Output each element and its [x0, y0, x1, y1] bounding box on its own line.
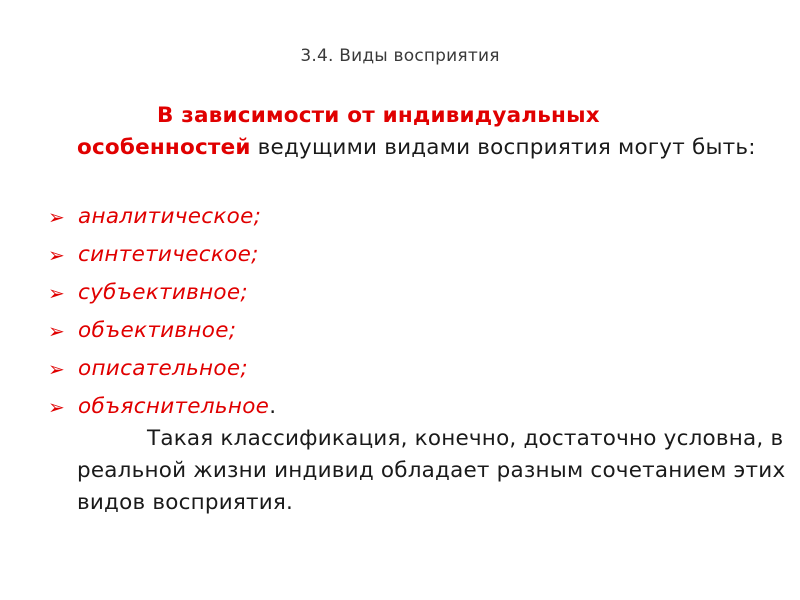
outro-paragraph	[77, 423, 787, 519]
list-item-text: синтетическое;	[78, 242, 259, 267]
outro-text: Такая классификация, конечно, достаточно условна, в реальной жизни индивид обладает разным сочетанием этих видов восприятия.	[77, 426, 786, 515]
list-item-text: субъективное;	[78, 280, 248, 305]
slide-title: 3.4. Виды восприятия	[300, 46, 500, 66]
perception-types-list	[48, 198, 276, 426]
list-item	[48, 274, 276, 312]
list-item	[48, 388, 276, 426]
list-item-text: аналитическое;	[78, 204, 262, 229]
list-item-text: объяснительное	[78, 394, 270, 419]
arrow-bullet-icon: ➢	[48, 357, 66, 381]
list-item	[48, 236, 276, 274]
list-item	[48, 312, 276, 350]
arrow-bullet-icon: ➢	[48, 243, 66, 267]
arrow-bullet-icon: ➢	[48, 319, 66, 343]
list-item-text: описательное;	[78, 356, 248, 381]
list-item-period: .	[269, 394, 277, 419]
arrow-bullet-icon: ➢	[48, 281, 66, 305]
list-item	[48, 198, 276, 236]
arrow-bullet-icon: ➢	[48, 205, 66, 229]
arrow-bullet-icon: ➢	[48, 395, 66, 419]
list-item	[48, 350, 276, 388]
list-item-text: объективное;	[78, 318, 237, 343]
intro-rest: ведущими видами восприятия могут быть:	[250, 135, 756, 160]
intro-highlight: В зависимости от индивидуальных особенностей	[77, 103, 600, 160]
intro-paragraph	[77, 100, 777, 164]
